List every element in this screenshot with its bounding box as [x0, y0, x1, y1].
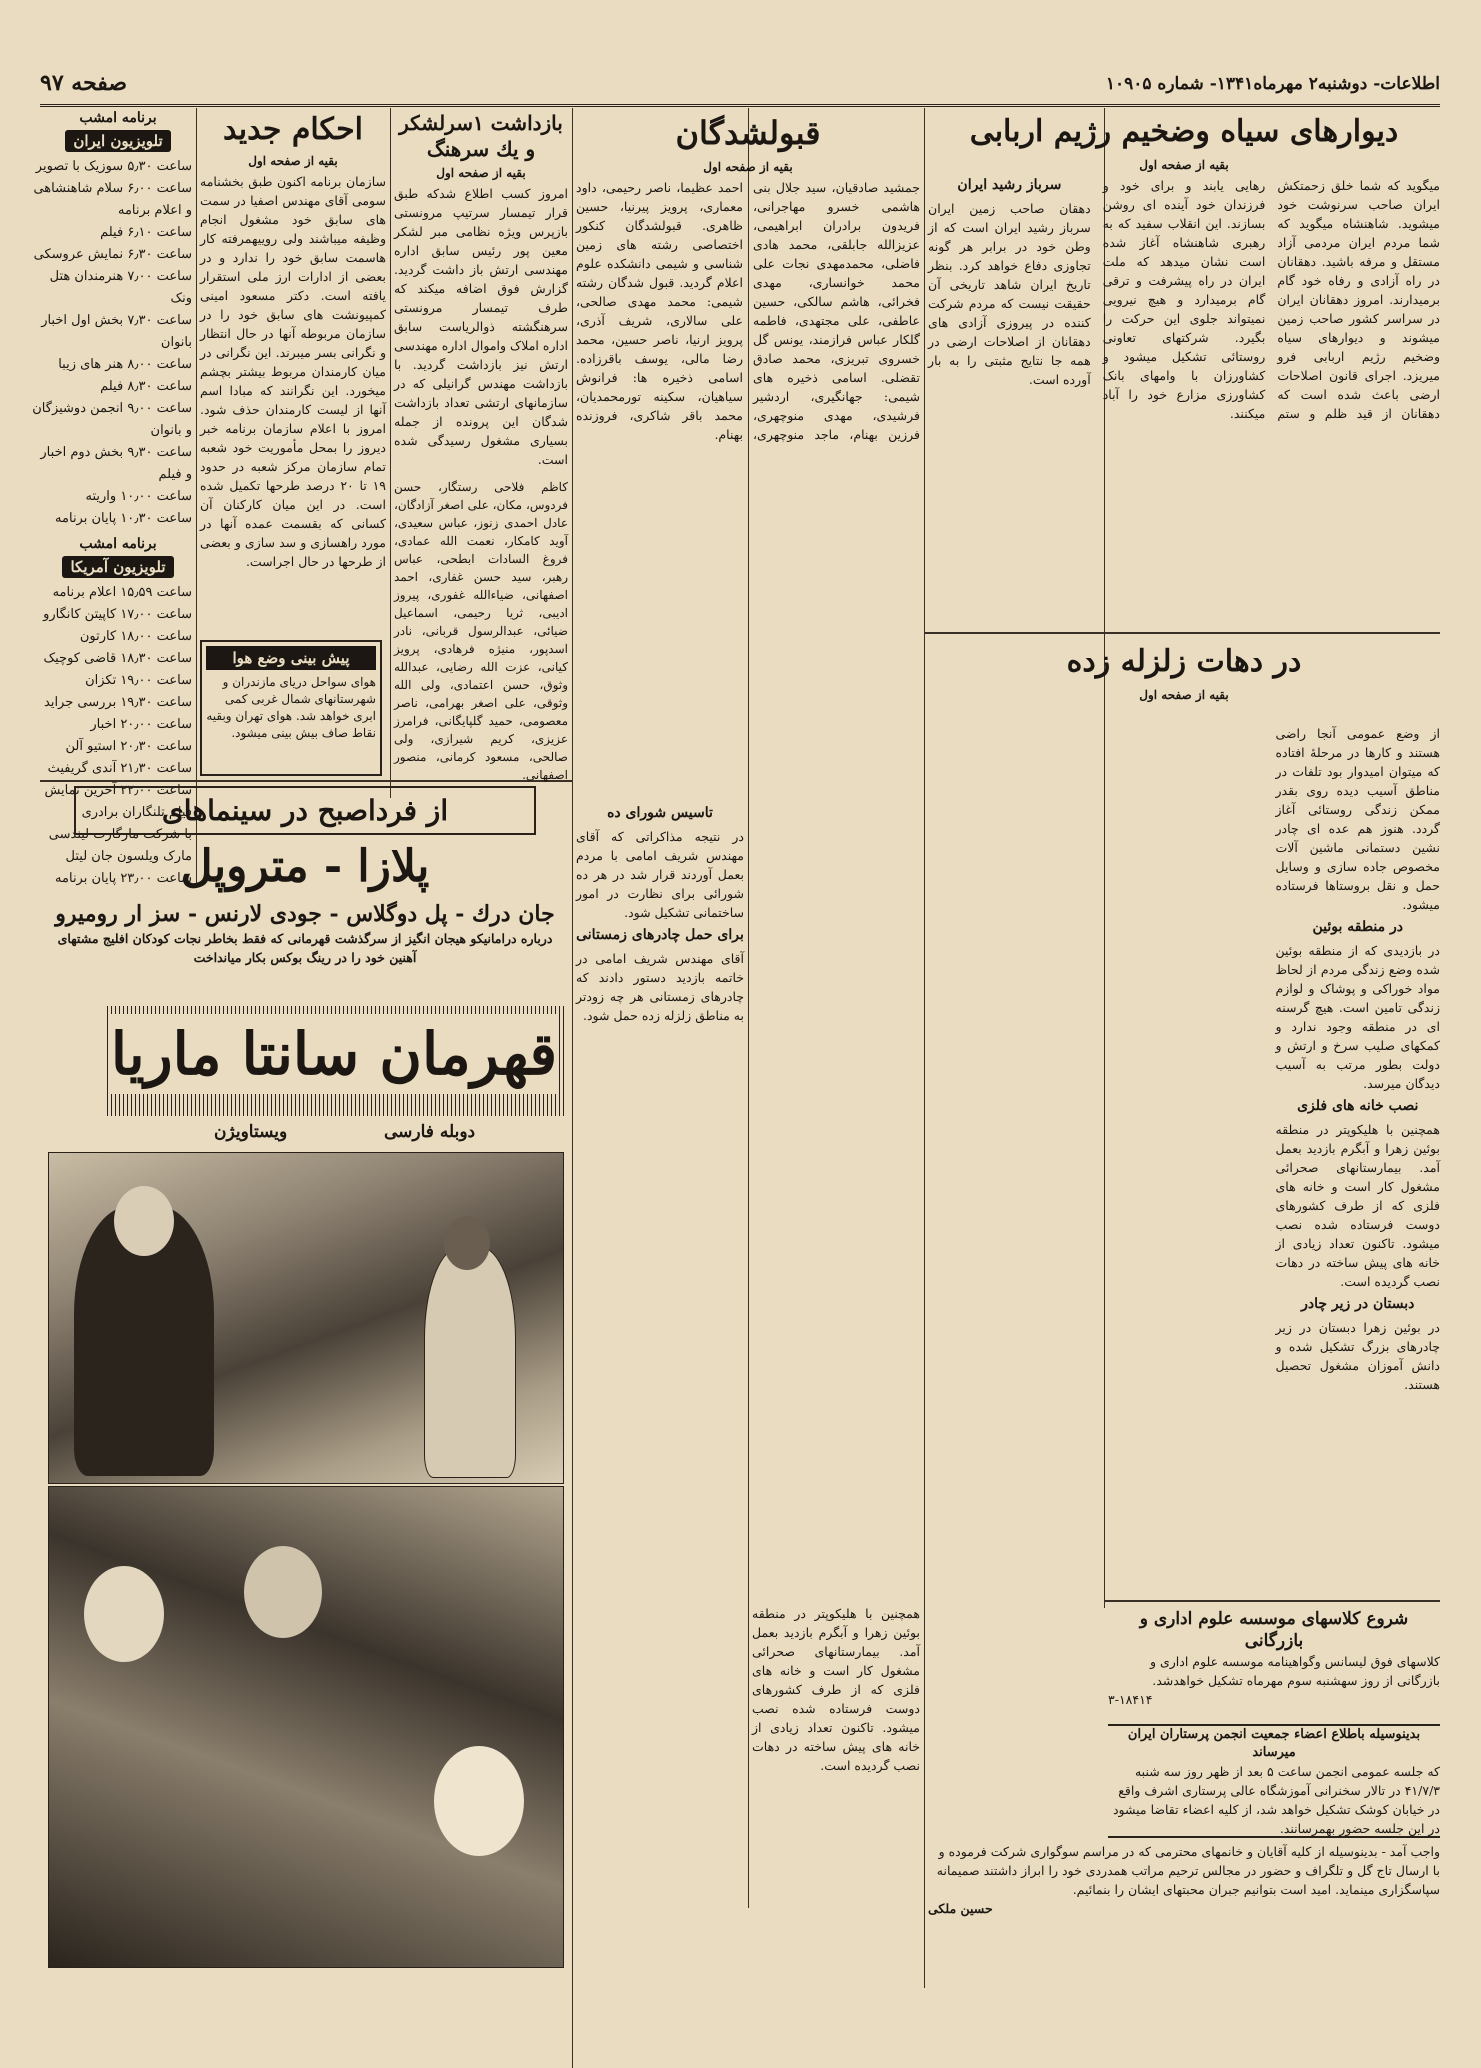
- zelzeleh-body-1: در بازدیدی که از منطقه بوئین شده وضع زندگی مردم از لحاظ مواد خوراکی و پوشاک و لوازم زندگی تامین است. هیچ گرسنه ای در منطقه وجود ندارد و کمکهای صلیب سرخ و ارتش و دولت بطور مرتب به آسیب دیدگان میرسد.: [1275, 943, 1440, 1091]
- tv-schedule-row: ساعت ۱۹٫۰۰ تکزان: [85, 673, 192, 688]
- zelzeleh-body: [752, 724, 1440, 1594]
- zelzeleh-lower-2-body: همچنین با هلیکوپتر در منطقه بوئین زهرا و آبگرم بازدید بعمل آمد. بیمارستانهای صحرائی مشغول کار است و خانه های فلزی که از طرف کشورهای دوست فرستاده شده نصب میشود. تاکنون تعداد زیادی از خانه های پیش ساخته در دهات نصب گردیده است.: [752, 1606, 920, 1773]
- bazdasht-title: بازداشت ۱سرلشکر و یك سرهنگ: [399, 111, 563, 161]
- tv-schedule-row: ساعت ۱۰٫۳۰ پایان برنامه: [55, 511, 192, 526]
- tv-schedule-row: و بانوان: [150, 423, 192, 438]
- weather-box: [200, 640, 382, 776]
- thanks-sign: حسین ملکی: [928, 1901, 993, 1916]
- issue-line: اطلاعات- دوشنبه۲ مهرماه۱۳۴۱- شماره ۱۰۹۰۵: [1105, 74, 1440, 94]
- tv-schedule-row: ساعت ۸٫۰۰ هنر های زیبا: [58, 357, 192, 372]
- tv-schedule-row: ساعت ۷٫۳۰ بخش اول اخبار: [41, 313, 192, 328]
- movie-dub: دوبله فارسی: [384, 1122, 476, 1142]
- weather-label: پیش بینی وضع هوا: [206, 646, 376, 670]
- boxer-face: [444, 1216, 490, 1270]
- boxer-figure: [424, 1246, 516, 1478]
- tv-schedule-row: ساعت ۹٫۰۰ انجمن دوشیزگان: [32, 401, 192, 416]
- classes-body: کلاسهای فوق لیسانس وگواهینامه موسسه علوم اداری و بازرگانی از روز سهشنبه سوم مهرماه تشکیل خواهدشد.: [1149, 1654, 1440, 1688]
- tv-schedule-row: ساعت ۶٫۰۰ سلام شاهنشاهی: [33, 181, 192, 196]
- column-rule: [572, 108, 573, 2068]
- tv-schedule-row: ساعت ۸٫۳۰ فیلم: [100, 379, 192, 394]
- nurses-body: که جلسه عمومی انجمن ساعت ۵ بعد از ظهر روز سه شنبه ۴۱/۷/۳ در تالار سخنرانی آموزشگاه عالی پرستاری اشرف واقع در خیابان کوشک تشکیل خواهد شد، از کلیه اعضاء تقاضا میشود در این جلسه حضور بهمرسانند.: [1112, 1764, 1440, 1836]
- zelzeleh-sub4: تاسیس شورای ده: [607, 805, 713, 821]
- tv-schedule-row: ساعت ۲۰٫۰۰ اخبار: [90, 717, 192, 732]
- movie-stars: جان درك - پل دوگلاس - جودی لارنس - سز ار رومیرو: [55, 901, 555, 927]
- tv-schedule-row: ساعت ۱۰٫۰۰ واریته: [85, 489, 192, 504]
- nurses-title: بدینوسیله باطلاع اعضاء جمعیت انجمن پرستاران ایران میرساند: [1127, 1727, 1421, 1760]
- man-in-hat-face: [114, 1186, 174, 1256]
- movie-banner: از فرداصبح در سینماهای: [74, 786, 536, 835]
- zelzeleh-head: [928, 640, 1440, 720]
- tv-schedule-row: ساعت ۲۱٫۳۰ آندی گریفیث: [47, 761, 192, 776]
- zelzeleh-title: در دهات زلزله زده: [1066, 644, 1302, 679]
- ghabool-cont: بقیه از صفحه اول: [703, 160, 793, 174]
- tv-header-2: برنامه امشب: [79, 536, 157, 552]
- zelzeleh-body-4: در نتیجه مذاکراتی که آقای مهندس شریف امامی با مردم بعمل آوردند قرار شد در هر ده شورائی برای نظارت در امور ساختمانی تشکیل شود.: [576, 829, 744, 920]
- movie-tech: ویستاویژن: [214, 1122, 288, 1142]
- nurses-notice: [1108, 1724, 1440, 1838]
- ahkam-cont: بقیه از صفحه اول: [248, 154, 338, 168]
- tv-program-column: [32, 110, 192, 886]
- tv-schedule-row: ساعت ۶٫۳۰ نمایش عروسکی: [33, 247, 192, 262]
- classes-notice: [1108, 1608, 1440, 1718]
- movie-tagline: درباره درامانیکو هیجان انگیز از سرگذشت قهرمانی که فقط بخاطر نجات کودکان افلیج مشتهای آهنین خود را در رینگ بوکس بکار میانداخت: [57, 931, 553, 965]
- zelzeleh-columns: [752, 724, 1440, 1594]
- tv-schedule-row: ساعت ۹٫۳۰ بخش دوم اخبار: [40, 445, 192, 460]
- column-rule: [196, 108, 197, 888]
- bazdasht-body: امروز کسب اطلاع شدکه طبق قرار تیمسار سرتیپ مرونستی بازپرس ویژه نظامی مبر لشکر معین پور رئیس سابق اداره مهندسی ارتش باز داشت گردید. گزارش فوق اضافه میکند که طرف تیمسار مرونستی سرهنگشته ذوالریاست سابق اداره املاک واموال اداره مهندسی ارتش نیز بازداشت گردید. با بازداشت مهندس گرانیلی که در سازمانهای ارتشی تعداد بازداشت شدگان این پرونده از جمله بسیاری مشغول رسیدگی شده است.: [394, 186, 568, 467]
- divar-body-text: میگوید که شما خلق زحمتکش ایران صاحب سرنوشت خود میشوید. شاهنشاه میگوید که شما مردم ایران مردمی آزاد مستقل و مرفه باشید. دهقانان در راه آزادی و رفاه خود گام برمیدارند. امروز دهقانان ایران در سراسر کشور صاحب زمین میشوند و دیوارهای سیاه وضخیم رژیم اربابی فرو میریزد. اجرای قانون اصلاحات ارضی باعث شده است که دهقانان از قید ظلم و ستم رهایی یابند و برای خود و فرزندان خود آینده ای روشن بسازند. این انقلاب سفید که به رهبری شاهنشاه آغاز شده است نشان میدهد که ملت ایران در راه پیشرفت و ترقی گام برمیدارد و هیچ نیرویی نمیتواند جلوی این حرکت را بگیرد. شرکتهای تعاونی روستائی تشکیل میشود و کشاورزان با وامهای بانک کشاورزی مزارع خود را آباد میکنند.: [1102, 178, 1440, 421]
- zelzeleh-lower-2: [752, 1604, 920, 1984]
- weather-body: هوای سواحل دریای مازندران و شهرستانهای شمال غربی کمی ابری خواهد شد. هوای تهران وبقیه نقاط صاف بیش بینی میشود.: [206, 675, 376, 740]
- tv-schedule-row: ساعت ۱۹٫۳۰ بررسی جراید: [44, 695, 192, 710]
- name-list: [394, 478, 568, 782]
- tv-header: برنامه امشب: [79, 110, 157, 126]
- tv-schedule-row: ساعت ۲۳٫۰۰ پایان برنامه: [55, 871, 192, 886]
- bazdasht-article: [394, 110, 568, 470]
- tv-schedule-row: ساعت ۱۸٫۳۰ قاضی کوچیک: [43, 651, 192, 666]
- zelzeleh-sub2: نصب خانه های فلزی: [1297, 1098, 1419, 1114]
- zelzeleh-body-2: همچنین با هلیکوپتر در منطقه بوئین زهرا و آبگرم بازدید بعمل آمد. بیمارستانهای صحرائی مشغول کار است و خانه های فلزی که از طرف کشورهای دوست فرستاده شده نصب میشود. تاکنون تعداد زیادی از خانه های پیش ساخته در دهات نصب گردیده است.: [1275, 1122, 1440, 1289]
- classes-title: شروع کلاسهای موسسه علوم اداری و بازرگانی: [1139, 1609, 1409, 1651]
- thanks-notice: [928, 1842, 1440, 1980]
- ghabool-title: قبولشدگان: [675, 114, 821, 152]
- tv-schedule-row: ساعت ۵٫۳۰ سوزیک با تصویر: [35, 159, 192, 174]
- movie-title: قهرمان سانتا ماریا: [110, 1014, 558, 1094]
- tv-schedule-row: ساعت ۷٫۰۰ هنرمندان هتل: [49, 269, 192, 284]
- page-number: صفحه ۹۷: [40, 70, 128, 96]
- masthead: [40, 70, 1440, 107]
- tv-schedule-row: بانوان: [160, 335, 192, 350]
- zelzeleh-sub1: در منطقه بوئین: [1312, 919, 1403, 935]
- zelzeleh-sub3: دبستان در زیر چادر: [1301, 1296, 1415, 1312]
- divar-title: دیوارهای سیاه وضخیم رژیم اربابی: [969, 114, 1399, 149]
- divar-subhead: سرباز رشید ایران: [957, 177, 1062, 193]
- man-face: [244, 1546, 322, 1638]
- ahkam-article: [200, 110, 386, 630]
- tv-iran-schedule: [32, 156, 192, 530]
- zelzeleh-body-3: در بوئین زهرا دبستان در زیر چادرهای بزرگ تشکیل شده و دانش آموزان مشغول تحصیل هستند.: [1275, 1320, 1440, 1392]
- tv-schedule-row: مارک ویلسون جان لیتل: [65, 849, 192, 864]
- divar-cont: بقیه از صفحه اول: [1139, 158, 1229, 172]
- zelzeleh-body-5: آقای مهندس شریف امامی در خاتمه بازدید دستور دادند که چادرهای زمستانی هر چه زودتر به مناطق زلزله زده حمل شود.: [576, 951, 744, 1023]
- movie-cinemas: پلازا - متروپل: [180, 841, 430, 892]
- zelzeleh-lower-body: [576, 804, 744, 1025]
- divar-body-text-2: دهقان صاحب زمین ایران سرباز رشید ایران است که از وطن خود در برابر هر گونه تجاوزی دفاع خواهد کرد. بنظر تاریخ ایران شاهد تاریخی آن حقیقت نیست که مردم شرکت کننده در پیروزی آزادی های دهقانان از اصلاحات ارضی در همه جا نتایج مثبتی را به بار آورده است.: [928, 201, 1091, 387]
- tv-schedule-row: ساعت ۱۸٫۰۰ کارتون: [79, 629, 192, 644]
- tv-iran-logo: تلویزیون ایران: [65, 130, 170, 152]
- tv-america-logo: تلویزیون آمریکا: [62, 556, 173, 578]
- zelzeleh-lower: [576, 800, 744, 1990]
- tv-schedule-row: ساعت ۲۰٫۳۰ استیو آلن: [65, 739, 192, 754]
- section-rule: [924, 632, 1440, 634]
- divar-body: [928, 176, 1440, 423]
- tv-schedule-row: و فیلم: [158, 467, 192, 482]
- woman-face: [84, 1566, 164, 1662]
- tv-schedule-row: و اعلام برنامه: [117, 203, 192, 218]
- tv-schedule-row: ساعت ۱۷٫۰۰ کاپیتن کانگارو: [43, 607, 192, 622]
- ahkam-body: سازمان برنامه اکنون طبق بخشنامه سومی آقای مهندس اصفیا در سمت های سابق خود مشغول انجام وظیفه میباشند ولی روییهمرفته کار هاسمت سابق خود را ندارد و در بعضی از ادارات ارز ملی استقرار یافته است. دکتر مسعود امینی کمپیونشت های سابق خود را در سازمان مربوطه آنها در حال انتظار و نگرانی بسر میبرند. این نگرانی در میان کارمندان مربوط بیشتر بچشم میخورد. این نگرانند که مبادا اسم آنها از لیست کارمندان حذف شود. امروز با اعلام سازمان برنامه خبر دیروز را بمحل مأموریت خود شعبه تمام سازمان مرکز شعبه در حدود ۱۹ تا ۲۰ درصد طرحها تکمیل شده است. در این میان کارکنان آن کسانی که بقسمت عمده آنها در مورد راهسازی و سد سازی و بعضی از طرحها در حال اجراست.: [200, 174, 386, 569]
- ahkam-title: احکام جدید: [223, 112, 363, 147]
- zelzeleh-cont: بقیه از صفحه اول: [1139, 688, 1229, 702]
- tv-schedule-row: ساعت ۲۲٫۰۰ آخرین نمایش: [44, 783, 192, 798]
- name-list-body: کاظم فلاحی رستگار، حسن فردوس، مکان، علی اصغر آزادگان، عادل احمدی زنوز، عباس سعیدی، آوید کامکار، نعمت الله عمادی، فروغ السادات ابطحی، عباس رهبر، سید حسن غفاری، احمد اصفهانی، ضیاءالله غفوری، پیروز ادیبی، ثریا رحیمی، اسماعیل ضیائی، عبدالرسول قربانی، نادر اسدپور، منیژه فرهادی، پرویز کیانی، عزت الله رضایی، عبدالله وثوق، حسن اعتمادی، ولی الله وثوقی، علی اصغر بهرامی، ناصر معصومی، حمید گلپایگانی، فرامرز عزیزی، کریم شیرازی، ولی صالحی، مسعود کرمانی، منصور اصفهانی.: [394, 480, 568, 782]
- tv-schedule-row: ساعت ۱۵٫۵۹ اعلام برنامه: [52, 585, 192, 600]
- movie-ad: [44, 786, 566, 1976]
- tv-schedule-row: ونک: [170, 291, 192, 306]
- column-rule: [390, 108, 391, 798]
- divar-article: [928, 110, 1440, 628]
- tv-schedule-row: با شرکت مارگارت لیندسی: [48, 827, 192, 842]
- bazdasht-cont: بقیه از صفحه اول: [436, 166, 526, 180]
- zelzeleh-sub5: برای حمل چادرهای زمستانی: [576, 927, 744, 943]
- blonde-woman-face: [434, 1746, 524, 1856]
- zelzeleh-body-text: از وضع عمومی آنجا راضی هستند و کارها در مرحلهٔ افتاده که میتوان امیدوار بود تلفات در مناطق آسیب دیده روی بقدر ممکن زندگی روستائی آغاز گردد. هنوز هم عده ای چادر نشین دستمانی ماشین آلات مخصوص جاده سازی و وسایل حمل و نقل بروستاها فرستاده میشود.: [1275, 726, 1440, 912]
- classes-code: ۳-۱۸۴۱۴: [1108, 1692, 1153, 1707]
- tv-schedule-row: فیلم تلنگاران برادری: [81, 805, 192, 820]
- ghabool-body: جمشید صادقیان، سید جلال بنی هاشمی خسرو مهاجرانی، فریدون برادران ابراهیمی، عزیزالله جابلقی، محمد هادی فاضلی، محمدمهدی نجات علی محمد خوانساری، مهدی فخرائی، هاشم سالکی، حسین عاطفی، علی مجتهدی، فاطمه گلکار عباس فرازمند، یونس گل خسروی تبریزی، محمد صادق تقضلی. اسامی ذخیره های شیمی: جهانگیری، اردشیر فرشیدی، مهدی منوچهری، فرزین بهنام، ماجد منوچهری، احمد عظیما، ناصر رحیمی، داود معماری، پرویز پیرنیا، حسین ظاهری. قبولشدگان کنکور اختصاصی رشته های زمین شناسی و شیمی دانشکده علوم اعلام گردید. قبول شدگان رشته شیمی: محمد مهدی صالحی، علی سالاری، شریف آذری، پرویز ارنیا، ناصر حسین، محمد رضا مالی، یوسف باقرزاده. اسامی ذخیره ها: فرانوش سیاهیان، سکینه تورمحمدیان، محمد باقر شاکری، فروزنده بهنام.: [576, 180, 920, 442]
- tv-schedule-row: ساعت ۶٫۱۰ فیلم: [100, 225, 192, 240]
- thanks-body: واجب آمد - بدینوسیله از کلیه آقایان و خانمهای محترمی که در مراسم سوگواری شرکت فرموده و با ارسال تاج گل و تلگراف و حضور در مجالس ترحیم مراتب همدردی خود را ابراز داشتند صمیمانه سپاسگزاری مینماید. امید است بتوانیم جبران محبتهای ایشان را بنمائیم.: [936, 1844, 1440, 1897]
